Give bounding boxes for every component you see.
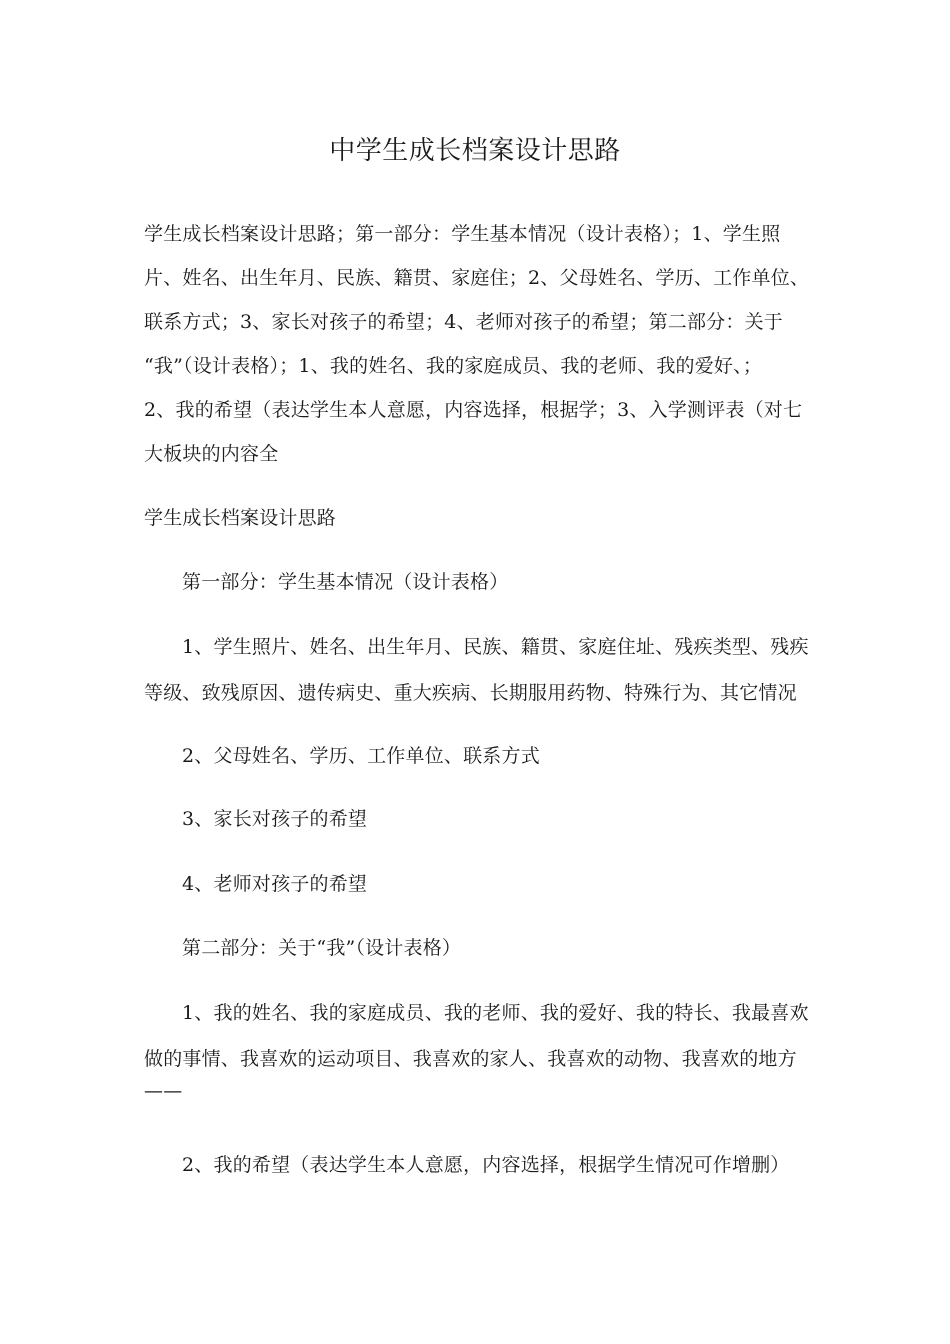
item-line: —— bbox=[144, 1080, 183, 1102]
part1-item3: 3、家长对孩子的希望 bbox=[182, 808, 368, 830]
summary-paragraph bbox=[144, 216, 812, 472]
part1-heading: 第一部分：学生基本情况（设计表格） bbox=[182, 571, 509, 593]
item-line: 1、我的姓名、我的家庭成员、我的老师、我的爱好、我的特长、我最喜欢 bbox=[182, 1002, 809, 1024]
document-title: 中学生成长档案设计思路 bbox=[329, 136, 621, 166]
summary-line: 2、我的希望（表达学生本人意愿，内容选择，根据学；3、入学测评表（对七 bbox=[144, 399, 803, 421]
part1-item4: 4、老师对孩子的希望 bbox=[182, 873, 368, 895]
summary-line: 大板块的内容全 bbox=[144, 443, 279, 465]
section-heading: 学生成长档案设计思路 bbox=[144, 507, 337, 529]
item-line: 1、学生照片、姓名、出生年月、民族、籍贯、家庭住址、残疾类型、残疾 bbox=[182, 636, 809, 658]
item-line: 等级、致残原因、遗传病史、重大疾病、长期服用药物、特殊行为、其它情况 bbox=[144, 682, 797, 704]
part2-heading: 第二部分：关于“我”（设计表格） bbox=[182, 937, 462, 959]
summary-line: 联系方式；3、家长对孩子的希望；4、老师对孩子的希望；第二部分：关于 bbox=[144, 311, 783, 333]
summary-line: 片、姓名、出生年月、民族、籍贯、家庭住；2、父母姓名、学历、工作单位、 bbox=[144, 267, 810, 289]
part2-item2: 2、我的希望（表达学生本人意愿，内容选择，根据学生情况可作增删） bbox=[182, 1154, 790, 1176]
item-line: 做的事情、我喜欢的运动项目、我喜欢的家人、我喜欢的动物、我喜欢的地方 bbox=[144, 1048, 797, 1070]
part1-item1 bbox=[144, 629, 812, 711]
part2-item1 bbox=[144, 995, 812, 1109]
summary-line: “我”（设计表格）；1、我的姓名、我的家庭成员、我的老师、我的爱好、； bbox=[144, 355, 763, 377]
summary-line: 学生成长档案设计思路；第一部分：学生基本情况（设计表格）；1、学生照 bbox=[144, 223, 781, 245]
part1-item2: 2、父母姓名、学历、工作单位、联系方式 bbox=[182, 745, 540, 767]
